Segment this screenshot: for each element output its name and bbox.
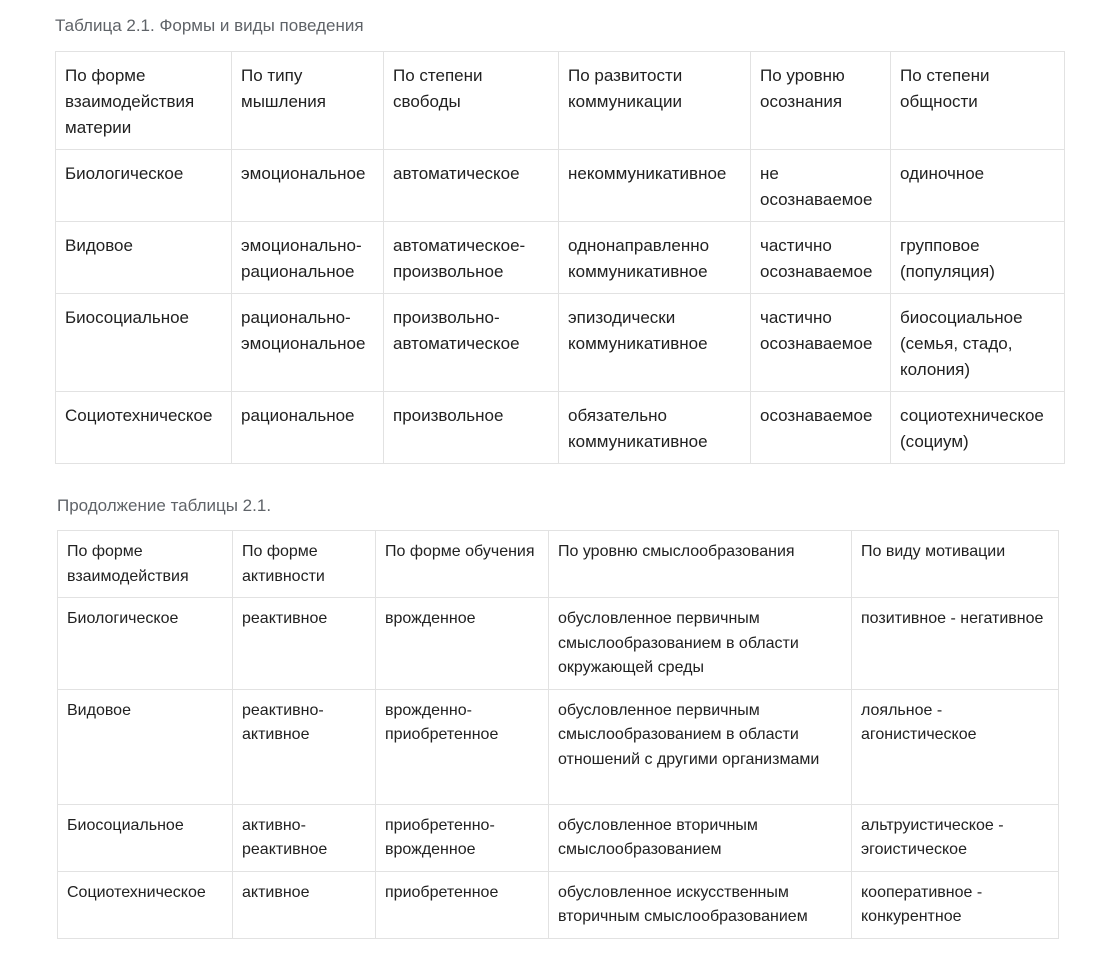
table-cell: обусловленное первичным смыслообразованием в области окружающей среды xyxy=(549,598,852,690)
table-header-row xyxy=(58,531,1059,598)
table-cell: однонаправленно коммуникативное xyxy=(559,222,751,294)
table-cell: позитивное - негативное xyxy=(852,598,1059,690)
table-cell: врожденно-приобретенное xyxy=(376,689,549,804)
table-cell: одиночное xyxy=(891,150,1065,222)
header-cell: По уровню смыслообразования xyxy=(549,531,852,598)
table-row xyxy=(56,392,1065,464)
table-cell: Социотехническое xyxy=(58,871,233,938)
table-row xyxy=(58,804,1059,871)
header-cell: По виду мотивации xyxy=(852,531,1059,598)
table-cell: некоммуникативное xyxy=(559,150,751,222)
table-cell: обусловленное первичным смыслообразованием в области отношений с другими организмами xyxy=(549,689,852,804)
table-row xyxy=(56,294,1065,392)
table-cell: произвольно-автоматическое xyxy=(384,294,559,392)
table-row xyxy=(56,222,1065,294)
behavior-forms-table xyxy=(55,51,1065,464)
table-cell: Биологическое xyxy=(56,150,232,222)
table-row xyxy=(58,871,1059,938)
table-cell: реактивное xyxy=(233,598,376,690)
table-cell: активное xyxy=(233,871,376,938)
table-cell: кооперативное - конкурентное xyxy=(852,871,1059,938)
table-cell: лояльное - агонистическое xyxy=(852,689,1059,804)
table-cell: автоматическое xyxy=(384,150,559,222)
header-cell: По типу мышления xyxy=(232,52,384,150)
table-cell: биосоциальное (семья, стадо, колония) xyxy=(891,294,1065,392)
table-row xyxy=(56,150,1065,222)
table-cell: Видовое xyxy=(58,689,233,804)
table-cell: обусловленное вторичным смыслообразованием xyxy=(549,804,852,871)
table-cell: реактивно-активное xyxy=(233,689,376,804)
table-cell: Биосоциальное xyxy=(56,294,232,392)
table-cell: эпизодически коммуникативное xyxy=(559,294,751,392)
table-caption: Таблица 2.1. Формы и виды поведения xyxy=(55,16,364,35)
table-cell: эмоциональное xyxy=(232,150,384,222)
table-cell: не осознаваемое xyxy=(751,150,891,222)
behavior-forms-continued-table xyxy=(57,530,1059,939)
table-cell: Биологическое xyxy=(58,598,233,690)
table-cell: Видовое xyxy=(56,222,232,294)
table-cell: обязательно коммуникативное xyxy=(559,392,751,464)
header-cell: По форме активности xyxy=(233,531,376,598)
table-cell: частично осознаваемое xyxy=(751,294,891,392)
header-cell: По уровню осознания xyxy=(751,52,891,150)
table-cell: эмоционально-рациональное xyxy=(232,222,384,294)
table-cell: Биосоциальное xyxy=(58,804,233,871)
table-cell: альтруистическое - эгоистическое xyxy=(852,804,1059,871)
table-cell: рациональное xyxy=(232,392,384,464)
table-cell: автоматическое-произвольное xyxy=(384,222,559,294)
header-cell: По форме взаимодействия материи xyxy=(56,52,232,150)
header-cell: По степени общности xyxy=(891,52,1065,150)
header-cell: По степени свободы xyxy=(384,52,559,150)
table-caption: Продолжение таблицы 2.1. xyxy=(57,496,272,515)
table-cell: частично осознаваемое xyxy=(751,222,891,294)
table-cell: врожденное xyxy=(376,598,549,690)
table-cell: групповое (популяция) xyxy=(891,222,1065,294)
header-cell: По развитости коммуникации xyxy=(559,52,751,150)
table-cell: Социотехническое xyxy=(56,392,232,464)
header-cell: По форме взаимодействия xyxy=(58,531,233,598)
table-cell: осознаваемое xyxy=(751,392,891,464)
table-cell: произвольное xyxy=(384,392,559,464)
table-cell: приобретенное xyxy=(376,871,549,938)
table-row xyxy=(58,598,1059,690)
header-cell: По форме обучения xyxy=(376,531,549,598)
table-cell: социотехническое (социум) xyxy=(891,392,1065,464)
table-cell: рационально-эмоциональное xyxy=(232,294,384,392)
table-row xyxy=(58,689,1059,804)
table-cell: активно-реактивное xyxy=(233,804,376,871)
table-header-row xyxy=(56,52,1065,150)
table-cell: обусловленное искусственным вторичным смыслообразованием xyxy=(549,871,852,938)
table-cell: приобретенно-врожденное xyxy=(376,804,549,871)
